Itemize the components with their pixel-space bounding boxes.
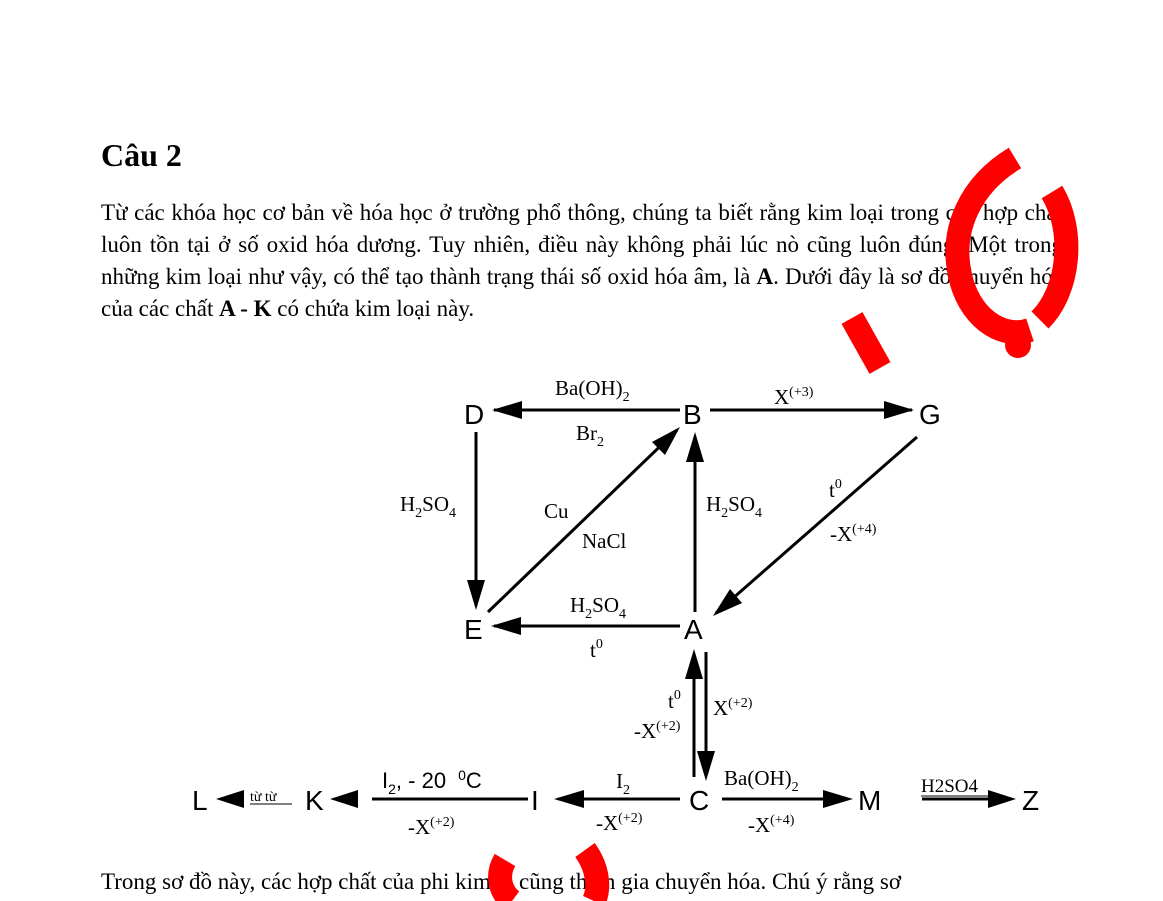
label-t0-bottom: $t^0$ [590, 637, 603, 662]
node-m: M [858, 785, 882, 816]
watermark-stroke-arc-top [957, 158, 1030, 332]
node-g: G [919, 399, 941, 430]
label-x-plus2-ac: $X^{(+2)}$ [713, 696, 753, 720]
label-minus-x-plus2-ca: $-X^{(+2)}$ [634, 719, 681, 743]
label-t0-ca: $t^0$ [668, 688, 681, 713]
label-cu: Cu [544, 499, 569, 523]
label-h2so4-left: $H_2SO_4$ [400, 492, 457, 521]
label-minus-x-plus2-ci: $-X^{(+2)}$ [596, 811, 643, 835]
following-text-1: Trong sơ đồ này, các hợp chất của phi kim [101, 869, 497, 894]
node-c: C [689, 785, 710, 816]
node-k: K [305, 785, 324, 816]
label-i2: $I_2$ [616, 769, 630, 798]
label-baoh2-bottom: $Ba(OH)_2$ [724, 766, 799, 795]
node-i: I [531, 785, 539, 816]
label-tu-tu: từ từ [250, 790, 277, 805]
node-e: E [464, 614, 483, 645]
label-t0-right: $t^0$ [829, 477, 842, 502]
node-d: D [464, 399, 485, 430]
question-heading: Câu 2 [101, 137, 182, 173]
node-b: B [683, 399, 702, 430]
label-minus-x-plus4-cm: $-X^{(+4)}$ [748, 813, 795, 837]
range-a-k-bold: A - K [219, 296, 272, 321]
label-br2: $Br_2$ [576, 421, 604, 450]
label-nacl: NaCl [582, 529, 627, 553]
following-text-2: cũng tham gia chuyển hóa. Chú ý rằng sơ [513, 869, 902, 894]
nonmetal-x-bold: X [496, 869, 514, 894]
label-x-plus3: $X^{(+3)}$ [774, 385, 814, 409]
label-h2so4-mid: $H_2SO_4$ [706, 492, 763, 521]
watermark-stroke-arc-right [1040, 192, 1066, 320]
watermark-stroke-bottom-right [585, 850, 597, 901]
label-i2-minus20c: $I_2$, - 20 $^0$C [382, 767, 482, 797]
node-z: Z [1022, 785, 1040, 816]
label-h2so4-mz: H2SO4 [921, 776, 979, 797]
label-minus-x-plus4-right: $-X^{(+4)}$ [830, 522, 877, 546]
node-l: L [192, 785, 208, 816]
intro-text-3: có chứa kim loại này. [271, 296, 475, 321]
metal-a-bold: A [756, 264, 774, 289]
watermark-stroke-diagonal [852, 318, 880, 368]
intro-text-2: . Dưới đây là sơ đồ chuyển hóa của các chất [101, 264, 1063, 321]
label-minus-x-plus2-ik: $-X^{(+2)}$ [408, 815, 455, 839]
label-h2so4-bottom: $H_2SO_4$ [570, 593, 627, 622]
intro-text-1: Từ các khóa học cơ bản về hóa học ở trường phổ thông, chúng ta biết rằng kim loại trong các hợp chất luôn tồn tại ở số oxid hóa dương. Tuy nhiên, điều này không phải lúc nò cũng luôn đúng. Một trong những kim loại như vậy, có thể tạo thành trạng thái số oxid hóa âm, là [101, 200, 1063, 289]
watermark-dot [1005, 332, 1031, 358]
watermark-stroke-bottom-left [500, 860, 512, 901]
label-baoh2-top: $Ba(OH)_2$ [555, 376, 630, 405]
node-a: A [684, 614, 703, 645]
